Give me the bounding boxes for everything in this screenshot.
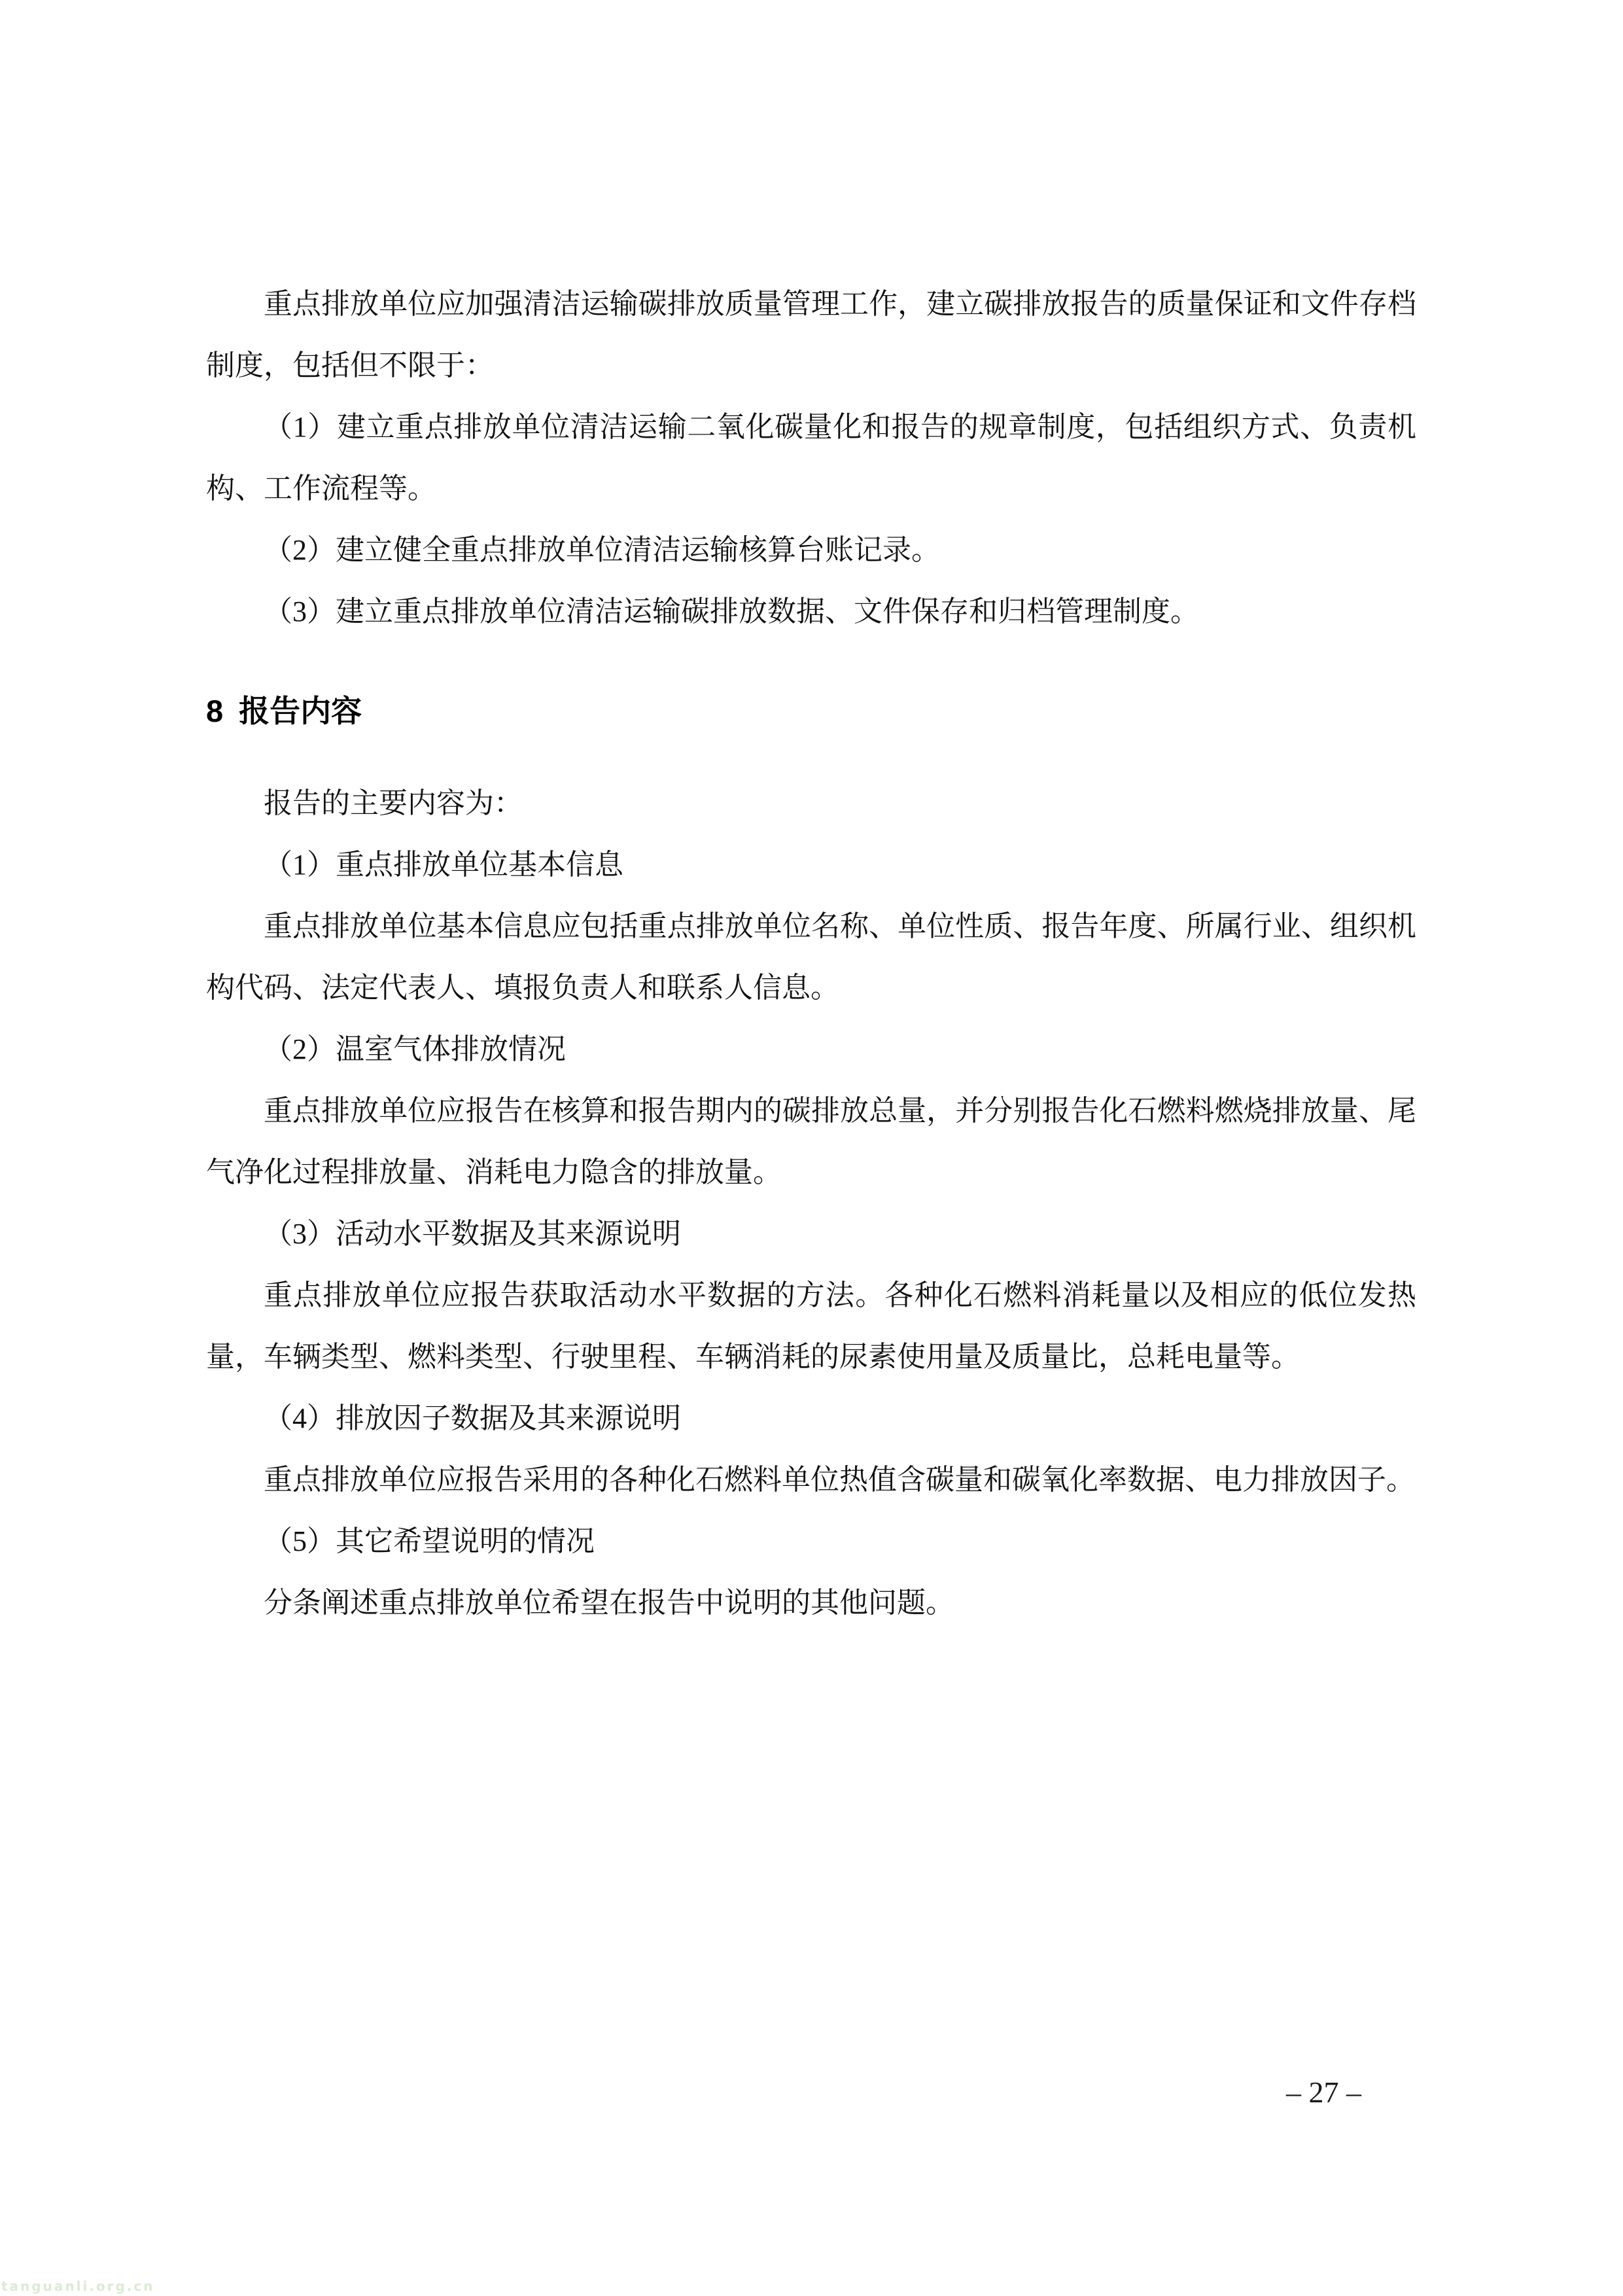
list-item-3-archive: （3）建立重点排放单位清洁运输碳排放数据、文件保存和归档管理制度。 [264, 595, 1199, 627]
section-number: 8 [206, 694, 224, 728]
paragraph-ghg-detail: 重点排放单位应报告在核算和报告期内的碳排放总量，并分别报告化石燃料燃烧排放量、尾气净化过程排放量、消耗电力隐含的排放量。 [206, 1095, 1416, 1188]
document-body [206, 274, 1416, 1634]
list-item-1-basic-info: （1）重点排放单位基本信息 [264, 849, 623, 881]
list-item-5-other-notes: （5）其它希望说明的情况 [264, 1525, 595, 1557]
list-item-3-activity-data: （3）活动水平数据及其来源说明 [264, 1218, 681, 1250]
paragraph-quality-management: 重点排放单位应加强清洁运输碳排放质量管理工作，建立碳排放报告的质量保证和文件存档制度，包括但不限于： [206, 288, 1416, 381]
section-8-heading [206, 680, 1416, 742]
paragraph-report-main-content: 报告的主要内容为： [264, 787, 523, 819]
section-title: 报告内容 [239, 694, 362, 728]
paragraph-emission-factors-detail: 重点排放单位应报告采用的各种化石燃料单位热值含碳量和碳氧化率数据、电力排放因子。 [264, 1464, 1415, 1496]
list-item-2-ghg-emissions: （2）温室气体排放情况 [264, 1033, 566, 1065]
paragraph-basic-info-detail: 重点排放单位基本信息应包括重点排放单位名称、单位性质、报告年度、所属行业、组织机构代码、法定代表人、填报负责人和联系人信息。 [206, 910, 1416, 1004]
paragraph-other-notes-detail: 分条阐述重点排放单位希望在报告中说明的其他问题。 [264, 1587, 954, 1619]
list-item-1-rules: （1）建立重点排放单位清洁运输二氧化碳量化和报告的规章制度，包括组织方式、负责机构、工作流程等。 [206, 411, 1416, 504]
list-item-2-ledger: （2）建立健全重点排放单位清洁运输核算台账记录。 [264, 534, 940, 566]
paragraph-activity-data-detail: 重点排放单位应报告获取活动水平数据的方法。各种化石燃料消耗量以及相应的低位发热量，车辆类型、燃料类型、行驶里程、车辆消耗的尿素使用量及质量比，总耗电量等。 [206, 1279, 1416, 1373]
list-item-4-emission-factors: （4）排放因子数据及其来源说明 [264, 1402, 681, 1434]
watermark-text: tanguanli.org.cn [1, 2278, 155, 2294]
page-number: – 27 – [1286, 2075, 1361, 2109]
